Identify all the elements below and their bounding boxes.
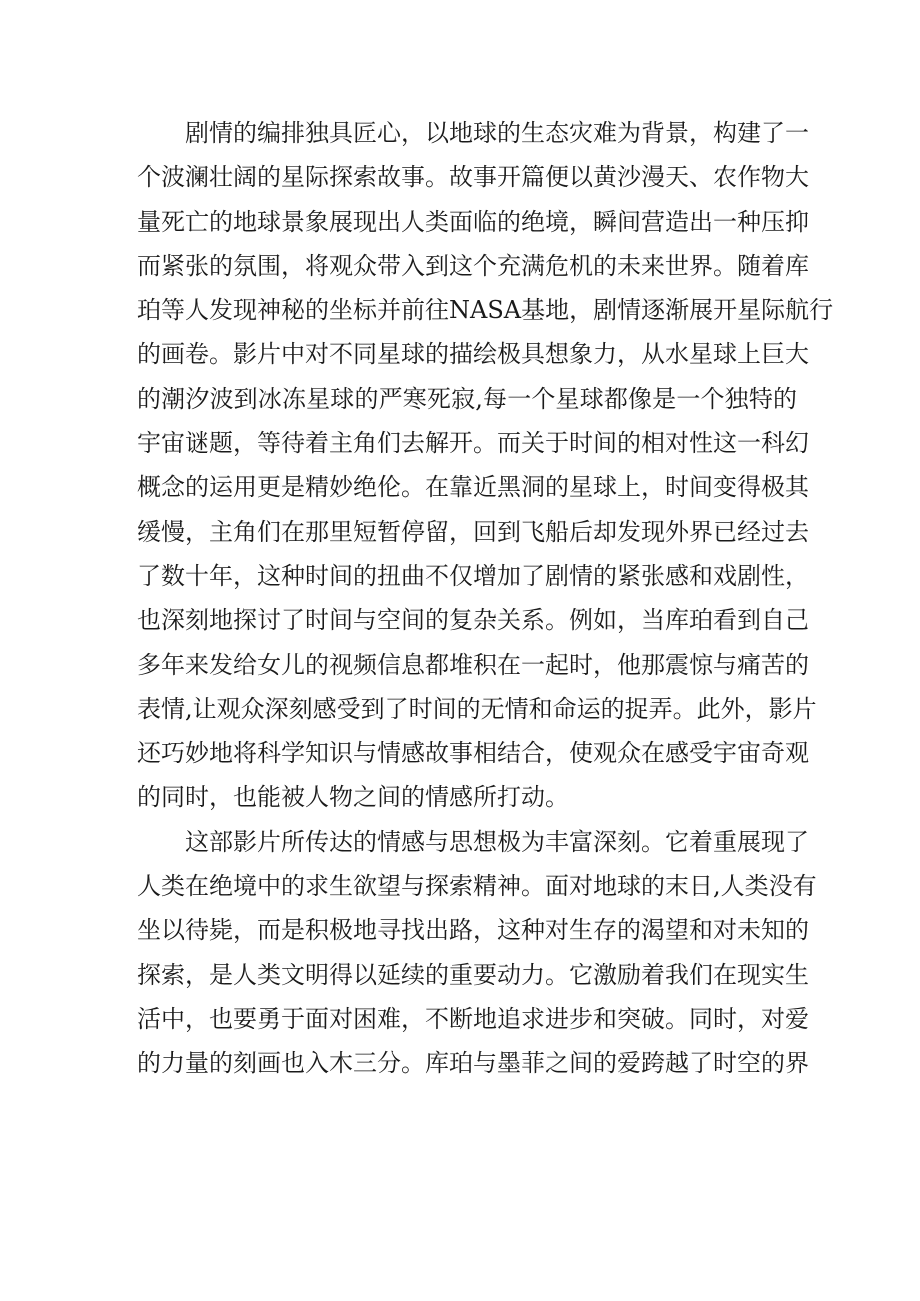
text-line: 的同时，也能被人物之间的情感所打动。 bbox=[137, 783, 569, 812]
text-line: 缓慢，主角们在那里短暂停留，回到飞船后却发现外界已经过去 bbox=[137, 517, 809, 546]
text-line: 量死亡的地球景象展现出人类面临的绝境，瞬间营造出一种压抑 bbox=[137, 207, 809, 236]
text-line: 的潮汐波到冰冻星球的严寒死寂,每一个星球都像是一个独特的 bbox=[137, 384, 797, 413]
text-line: 的力量的刻画也入木三分。库珀与墨菲之间的爱跨越了时空的界 bbox=[137, 1049, 809, 1078]
text-line: 的画卷。影片中对不同星球的描绘极具想象力，从水星球上巨大 bbox=[137, 340, 809, 369]
text-line: 这部影片所传达的情感与思想极为丰富深刻。它着重展现了 bbox=[185, 827, 809, 856]
paragraph-2 bbox=[137, 820, 817, 1086]
text-line: 探索，是人类文明得以延续的重要动力。它激励着我们在现实生 bbox=[137, 960, 809, 989]
text-line: 多年来发给女儿的视频信息都堆积在一起时，他那震惊与痛苦的 bbox=[137, 650, 809, 679]
document-body bbox=[137, 111, 834, 1086]
text-line: 也深刻地探讨了时间与空间的复杂关系。例如，当库珀看到自己 bbox=[137, 606, 809, 635]
text-line: 了数十年，这种时间的扭曲不仅增加了剧情的紧张感和戏剧性， bbox=[137, 561, 809, 590]
text-line: 表情,让观众深刻感受到了时间的无情和命运的捉弄。此外，影片 bbox=[137, 694, 817, 723]
text-line: 剧情的编排独具匠心，以地球的生态灾难为背景，构建了一 bbox=[185, 119, 809, 147]
text-line: 坐以待毙，而是积极地寻找出路，这种对生存的渴望和对未知的 bbox=[137, 916, 809, 945]
text-line: 活中，也要勇于面对困难，不断地追求进步和突破。同时，对爱 bbox=[137, 1004, 809, 1033]
text-line: 个波澜壮阔的星际探索故事。故事开篇便以黄沙漫天、农作物大 bbox=[137, 163, 809, 192]
text-line: 而紧张的氛围，将观众带入到这个充满危机的未来世界。随着库 bbox=[137, 251, 809, 280]
text-line: 宇宙谜题，等待着主角们去解开。而关于时间的相对性这一科幻 bbox=[137, 429, 809, 458]
text-line: 概念的运用更是精妙绝伦。在靠近黑洞的星球上，时间变得极其 bbox=[137, 473, 809, 502]
text-line: 还巧妙地将科学知识与情感故事相结合，使观众在感受宇宙奇观 bbox=[137, 739, 809, 768]
paragraph-1 bbox=[137, 111, 834, 820]
text-line: 珀等人发现神秘的坐标并前往NASA基地，剧情逐渐展开星际航行 bbox=[137, 296, 834, 325]
text-line: 人类在绝境中的求生欲望与探索精神。面对地球的末日,人类没有 bbox=[137, 872, 817, 901]
